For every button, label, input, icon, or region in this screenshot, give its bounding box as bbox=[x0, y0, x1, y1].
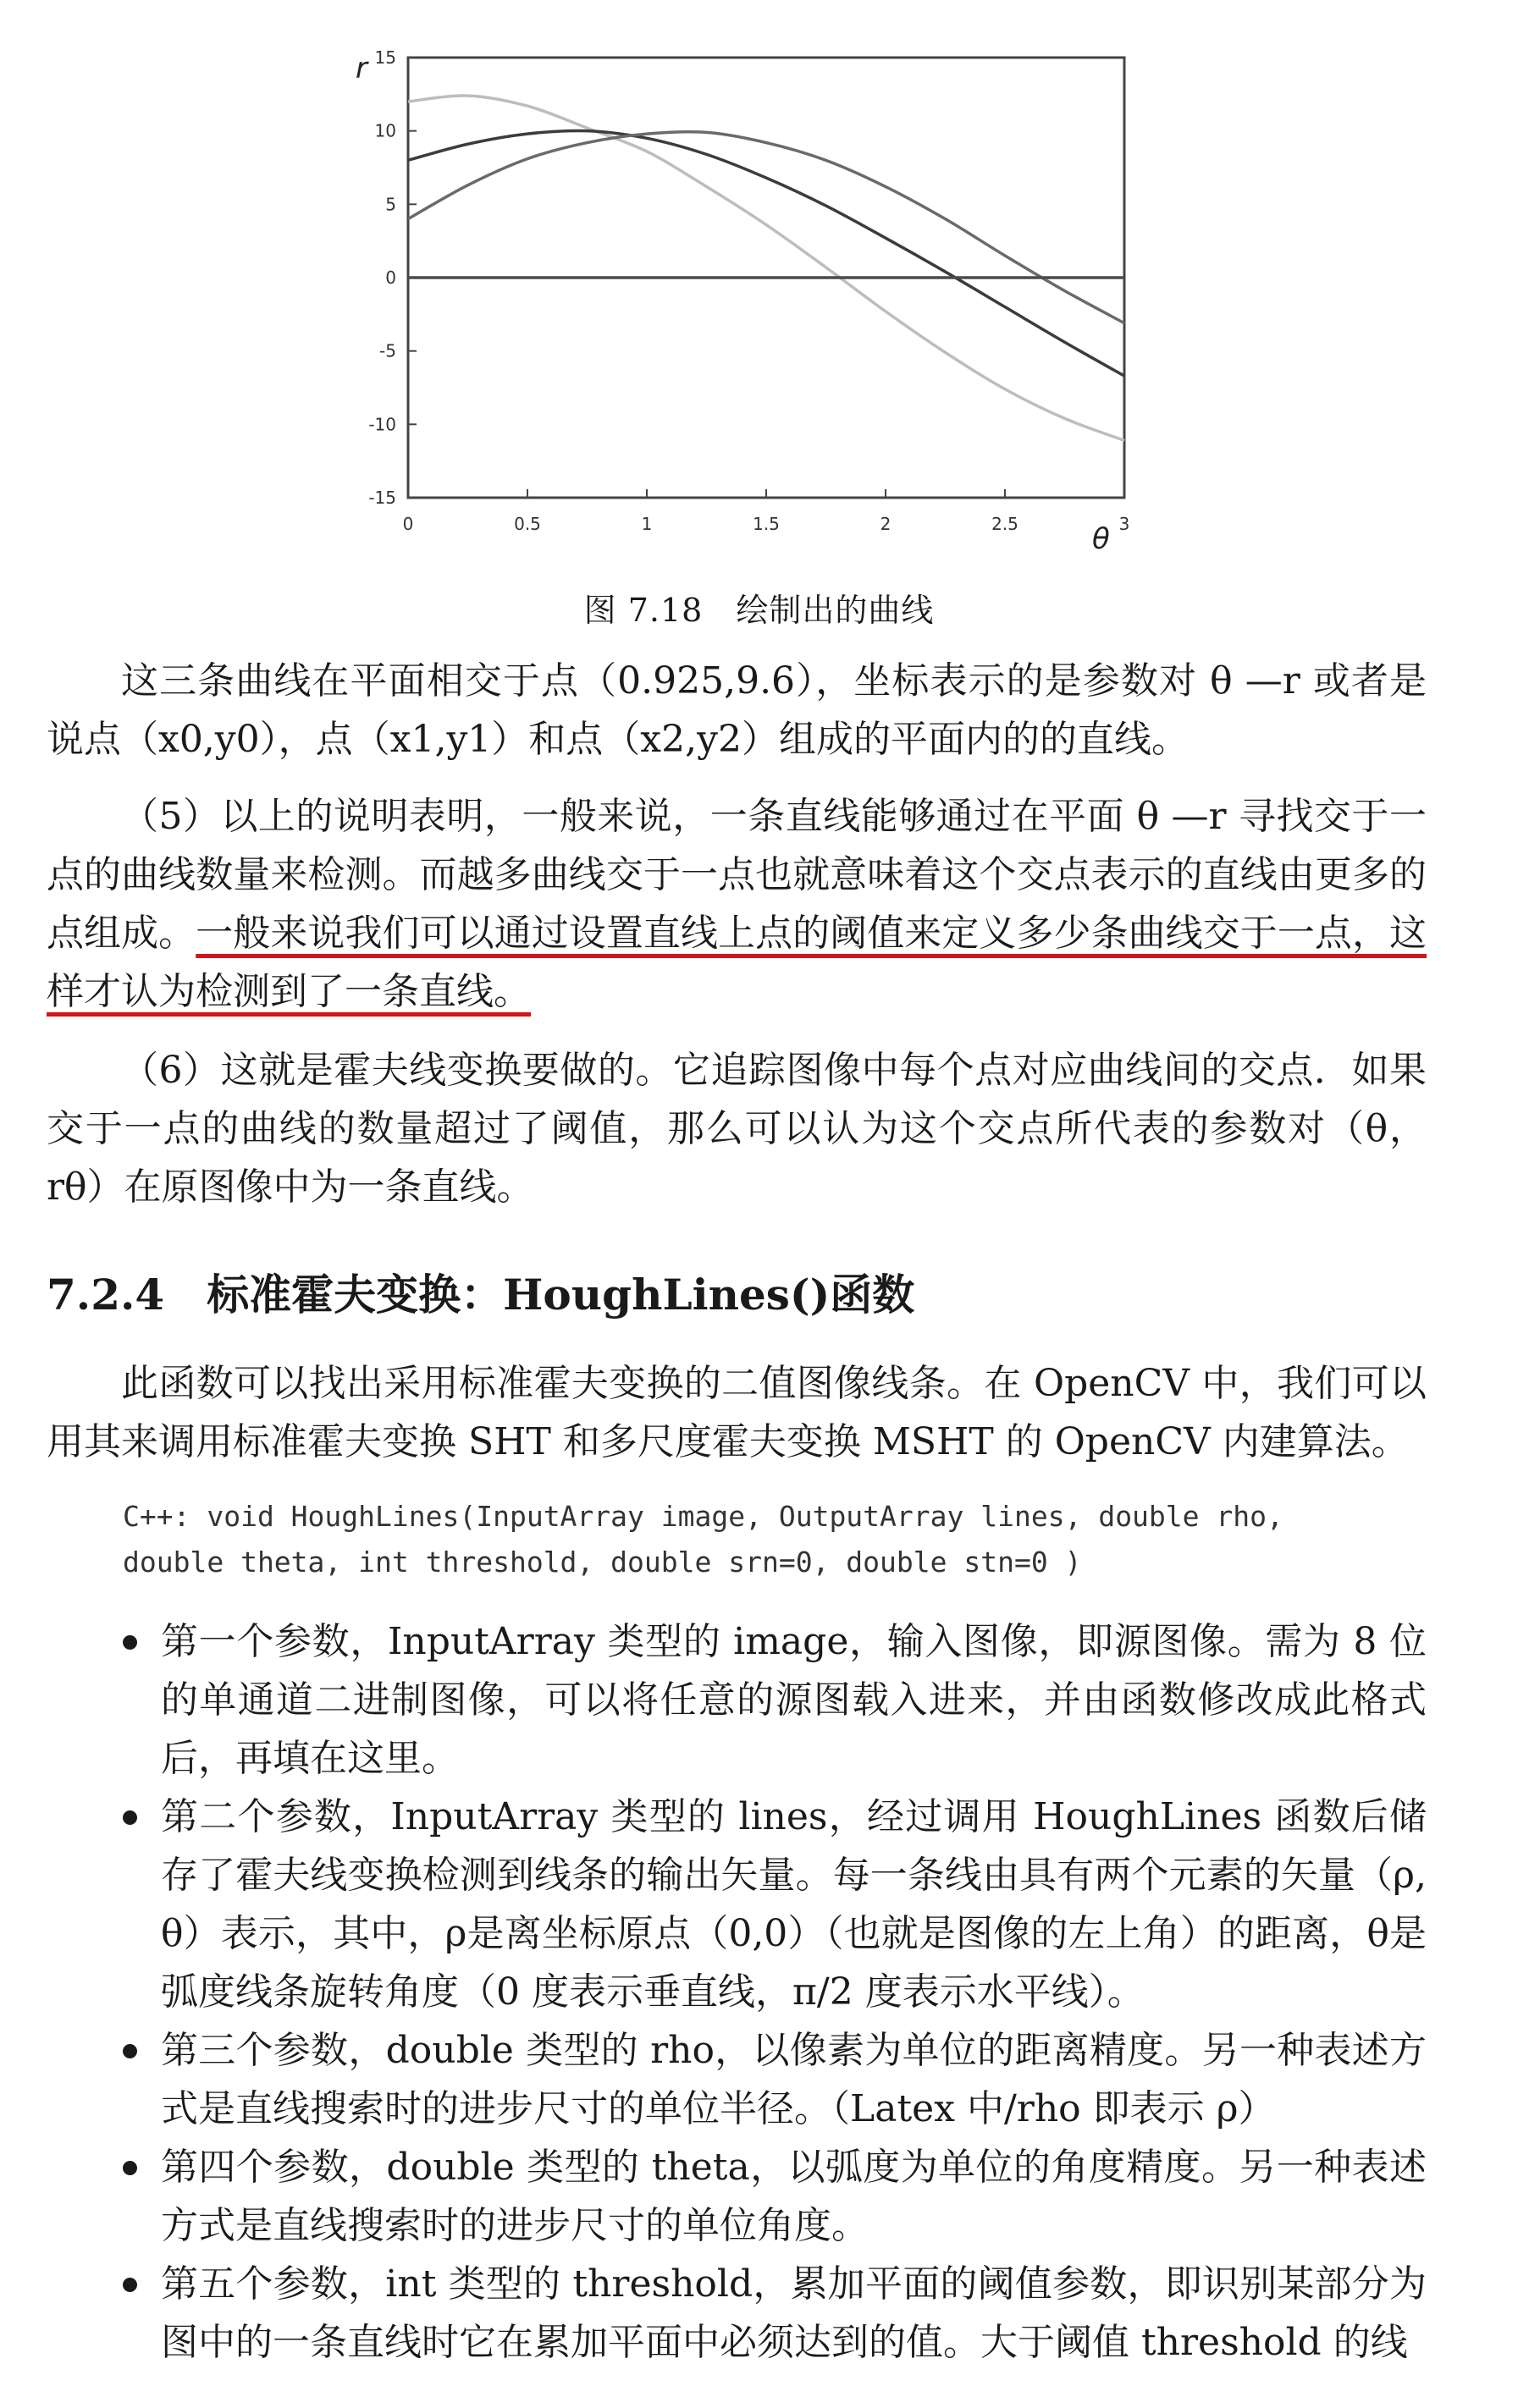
bullet-dot-icon bbox=[123, 1635, 137, 1650]
bullet-param-1 bbox=[47, 1612, 1427, 1788]
bullet-text: 第四个参数，double 类型的 theta，以弧度为单位的角度精度。另一种表述方式是直线搜索时的进步尺寸的单位角度。 bbox=[161, 2146, 1427, 2247]
bullet-dot-icon bbox=[123, 2278, 137, 2292]
bullet-dot-icon bbox=[123, 2044, 137, 2058]
bullet-param-2 bbox=[47, 1788, 1427, 2021]
y-tick-label: -10 bbox=[368, 414, 396, 435]
paragraph-intersection: 这三条曲线在平面相交于点（0.925,9.6），坐标表示的是参数对 θ —r 或者是说点（x0,y0），点（x1,y1）和点（x2,y2）组成的平面内的的直线。 bbox=[47, 659, 1427, 761]
series-line-3 bbox=[408, 132, 1124, 323]
y-tick-label: -15 bbox=[368, 488, 396, 508]
y-tick-label: -5 bbox=[379, 340, 396, 361]
series-line-2 bbox=[408, 130, 1124, 376]
bullet-dot-icon bbox=[123, 2161, 137, 2175]
bullet-param-3 bbox=[47, 2021, 1427, 2138]
x-axis-label: θ bbox=[1092, 522, 1110, 556]
figure-caption: 图 7.18 绘制出的曲线 bbox=[583, 592, 935, 629]
bullet-text: 第五个参数，int 类型的 threshold，累加平面的阈值参数，即识别某部分为图中的一条直线时它在累加平面中必须达到的值。大于阈值 threshold 的线 bbox=[161, 2262, 1427, 2364]
x-tick-label: 0.5 bbox=[514, 514, 541, 534]
x-tick-label: 3 bbox=[1118, 514, 1130, 534]
paragraph-6: （6）这就是霍夫线变换要做的。它追踪图像中每个点对应曲线间的交点．如果交于一点的曲线的数量超过了阈值，那么可以认为这个交点所代表的参数对（θ，rθ）在原图像中为一条直线。 bbox=[47, 1049, 1427, 1209]
paragraph-5-text: （5）以上的说明表明，一般来说，一条直线能够通过在平面 θ —r 寻找交于一点的曲线数量来检测。而越多曲线交于一点也就意味着这个交点表示的直线由更多的点组成。 bbox=[47, 795, 1427, 955]
section-title: 标准霍夫变换：HoughLines()函数 bbox=[207, 1270, 915, 1320]
y-tick-label: 10 bbox=[374, 120, 396, 141]
code-signature bbox=[123, 1494, 1283, 1585]
parameter-list bbox=[47, 1612, 1427, 2372]
code-line-2: double theta, int threshold, double srn=0, double stn=0 ) bbox=[123, 1546, 1082, 1579]
y-tick-label: 15 bbox=[374, 47, 396, 68]
bullet-dot-icon bbox=[123, 1810, 137, 1825]
section-number: 7.2.4 bbox=[47, 1270, 165, 1320]
curve-chart bbox=[0, 0, 1518, 576]
y-tick-label: 5 bbox=[385, 194, 396, 215]
x-tick-label: 2 bbox=[880, 514, 891, 534]
bullet-param-5 bbox=[47, 2255, 1427, 2372]
bullet-text: 第二个参数，InputArray 类型的 lines，经过调用 HoughLines 函数后储存了霍夫线变换检测到线条的输出矢量。每一条线由具有两个元素的矢量（ρ, θ）表示，其中，ρ是离坐标原点（0,0）（也就是图像的左上角）的距离，θ是弧度线条旋转角度（0 度表示垂直线，π/2 度表示水平线）。 bbox=[161, 1795, 1427, 2014]
code-line-1: C++: void HoughLines(InputArray image, OutputArray lines, double rho, bbox=[123, 1500, 1283, 1533]
section-heading bbox=[47, 1261, 914, 1322]
x-tick-label: 1.5 bbox=[753, 514, 780, 534]
paragraph-intro: 此函数可以找出采用标准霍夫变换的二值图像线条。在 OpenCV 中，我们可以用其来调用标准霍夫变换 SHT 和多尺度霍夫变换 MSHT 的 OpenCV 内建算法。 bbox=[47, 1362, 1427, 1463]
y-axis-label: r bbox=[356, 52, 367, 85]
bullet-text: 第一个参数，InputArray 类型的 image，输入图像，即源图像。需为 8 位的单通道二进制图像，可以将任意的源图载入进来，并由函数修改成此格式后，再填在这里。 bbox=[161, 1620, 1427, 1780]
series-line-1 bbox=[408, 96, 1124, 440]
x-tick-label: 0 bbox=[402, 514, 414, 534]
y-tick-label: 0 bbox=[385, 267, 396, 288]
red-underlined-sentence: 一般来说我们可以通过设置直线上点的阈值来定义多少条曲线交于一点，这样才认为检测到了一条直线。 bbox=[47, 912, 1427, 1013]
paragraph-5 bbox=[47, 787, 1427, 1021]
x-tick-label: 2.5 bbox=[991, 514, 1018, 534]
bullet-text: 第三个参数，double 类型的 rho，以像素为单位的距离精度。另一种表述方式是直线搜索时的进步尺寸的单位半径。（Latex 中/rho 即表示 ρ） bbox=[161, 2029, 1427, 2130]
x-tick-label: 1 bbox=[641, 514, 653, 534]
bullet-param-4 bbox=[47, 2138, 1427, 2255]
